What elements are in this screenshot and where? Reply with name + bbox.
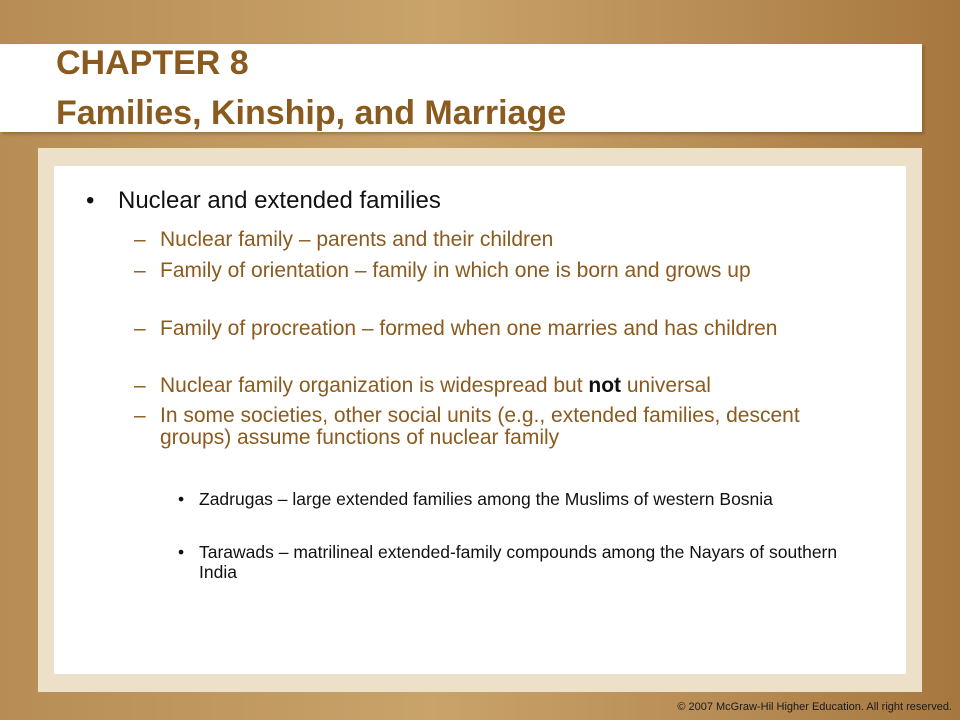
sub-point-text: Family of orientation – family in which one is born and grows up: [160, 259, 751, 282]
slide-title: Families, Kinship, and Marriage: [56, 94, 567, 132]
sub-point-text: In some societies, other social units (e.g., extended families, descent groups) assume functions of nuclear family: [160, 404, 800, 449]
example-item: [178, 489, 838, 509]
bullet-marker: •: [178, 489, 185, 509]
copyright-notice: © 2007 McGraw-Hil Higher Education. All right reserved.: [677, 701, 952, 713]
sub-point: [134, 318, 874, 340]
sub-point-text: Family of procreation – formed when one marries and has children: [160, 317, 778, 340]
chapter-label: CHAPTER 8: [56, 44, 249, 82]
example-text: Tarawads – matrilineal extended-family compounds among the Nayars of southern India: [199, 542, 838, 582]
main-bullet: [86, 185, 441, 217]
sub-point: [134, 229, 874, 251]
sub-point-text-end: universal: [621, 374, 711, 397]
dash-marker: –: [134, 374, 146, 397]
dash-marker: –: [134, 317, 146, 340]
sub-point-text: [160, 375, 874, 397]
sub-point: [134, 375, 874, 397]
main-bullet-text: Nuclear and extended families: [118, 187, 441, 214]
example-text: Zadrugas – large extended families among the Muslims of western Bosnia: [199, 489, 773, 509]
bullet-marker: •: [86, 187, 95, 214]
dash-marker: –: [134, 228, 146, 251]
sub-point: [134, 260, 874, 282]
sub-point: [134, 405, 874, 449]
dash-marker: –: [134, 259, 146, 282]
sub-point-text: Nuclear family – parents and their children: [160, 228, 554, 251]
sub-point-text-start: Nuclear family organization is widespread but: [160, 374, 589, 397]
emphasis-word: not: [588, 374, 622, 397]
dash-marker: –: [134, 404, 146, 427]
example-item: [178, 542, 838, 582]
bullet-marker: •: [178, 542, 185, 562]
